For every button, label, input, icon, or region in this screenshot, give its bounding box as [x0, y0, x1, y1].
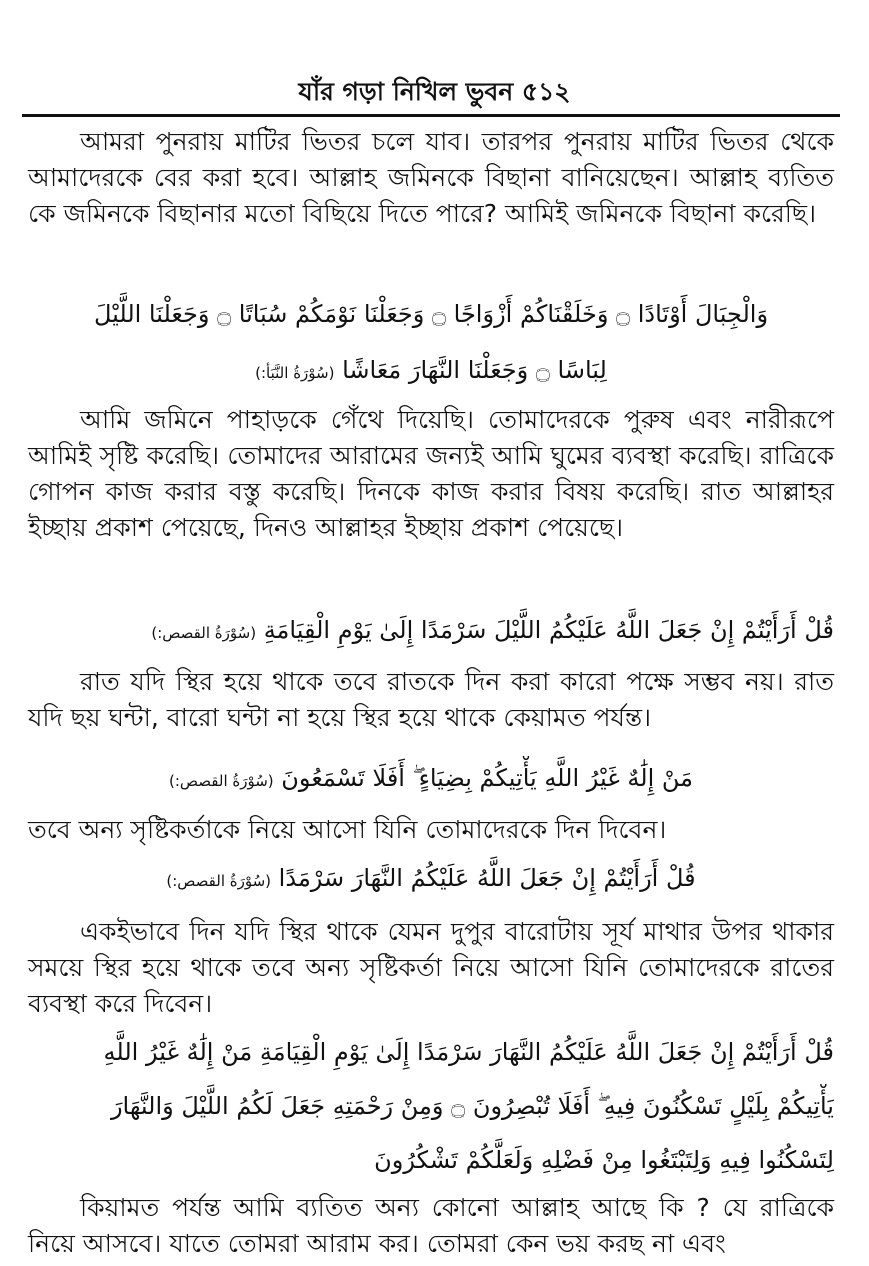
- paragraph-3: রাত যদি স্থির হয়ে থাকে তবে রাতকে দিন করা কারো পক্ষে সম্ভব নয়। রাত যদি ছয় ঘন্টা, বারো ঘন্টা না হয়ে স্থির হয়ে থাকে কেয়ামত পর্যন্ত।: [28, 667, 834, 732]
- arabic-verse-4-text: قُلْ أَرَأَيْتُمْ إِنْ جَعَلَ اللَّهُ عَلَيْكُمُ النَّهَارَ سَرْمَدًا: [278, 864, 696, 892]
- surah-reference: (سُوْرَةُ القصص:): [169, 772, 274, 790]
- surah-reference: (سُوْرَةُ النَّبَأ:): [255, 364, 335, 382]
- arabic-verse-1-line-1: وَالْجِبَالَ أَوْتَادًا ۝ وَخَلَقْنَاكُمْ أَزْوَاجًا ۝ وَجَعَلْنَا نَوْمَكُمْ سُبَاتًا ۝ وَجَعَلْنَا اللَّيْلَ: [93, 300, 769, 328]
- paragraph-6: কিয়ামত পর্যন্ত আমি ব্যতিত অন্য কোনো আল্লাহ আছে কি ? যে রাত্রিকে নিয়ে আসবে। যাতে তোমরা আরাম কর। তোমরা কেন ভয় করছ না এবং: [28, 1193, 834, 1258]
- surah-reference: (سُوْرَةُ القصص:): [151, 624, 257, 642]
- paragraph-5: একইভাবে দিন যদি স্থির থাকে যেমন দুপুর বারোটায় সূর্য মাথার উপর থাকার সময়ে স্থির হয়ে থাকে তবে অন্য সৃষ্টিকর্তা নিয়ে আসো যিনি তোমাদেরকে রাতের ব্যবস্থা করে দিবেন।: [28, 917, 834, 1018]
- arabic-verse-1-line-2: [28, 348, 834, 395]
- arabic-verse-1-text: لِبَاسًا ۝ وَجَعَلْنَا النَّهَارَ مَعَاشًا: [342, 356, 607, 384]
- arabic-verse-5-line-2: يَأْتِيكُمْ بِلَيْلٍ تَسْكُنُونَ فِيهِ ۖ أَفَلَا تُبْصِرُونَ ۝ وَمِنْ رَحْمَتِهِ جَعَلَ لَكُمُ اللَّيْلَ وَالنَّهَارَ: [110, 1092, 834, 1120]
- arabic-verse-2: [28, 608, 834, 655]
- arabic-verse-3: [28, 756, 834, 803]
- page-header: যাঁর গড়া নিখিল ভুবন ৫১২: [298, 77, 571, 106]
- paragraph-4: তবে অন্য সৃষ্টিকর্তাকে নিয়ে আসো যিনি তোমাদেরকে দিন দিবেন।: [28, 815, 667, 844]
- arabic-verse-4: [28, 856, 834, 903]
- arabic-verse-5-line-3: لِتَسْكُنُوا فِيهِ وَلِتَبْتَغُوا مِنْ فَضْلِهِ وَلَعَلَّكُمْ تَشْكُرُونَ: [374, 1146, 834, 1174]
- surah-reference: (سُوْرَةُ القصص:): [166, 872, 272, 890]
- arabic-verse-5-line-1: قُلْ أَرَأَيْتُمْ إِنْ جَعَلَ اللَّهُ عَلَيْكُمُ النَّهَارَ سَرْمَدًا إِلَىٰ يَوْمِ الْقِيَامَةِ مَنْ إِلَٰهٌ غَيْرُ اللَّهِ: [103, 1038, 834, 1066]
- arabic-verse-3-text: مَنْ إِلَٰهٌ غَيْرُ اللَّهِ يَأْتِيكُمْ بِضِيَاءٍ ۖ أَفَلَا تَسْمَعُونَ: [281, 764, 693, 792]
- paragraph-1: আমরা পুনরায় মাটির ভিতর চলে যাব। তারপর পুনরায় মাটির ভিতর থেকে আমাদেরকে বের করা হবে। আল্লাহ জমিনকে বিছানা বানিয়েছেন। আল্লাহ ব্যতিত কে জমিনকে বিছানার মতো বিছিয়ে দিতে পারে? আমিই জমিনকে বিছানা করেছি।: [28, 127, 834, 228]
- arabic-verse-2-text: قُلْ أَرَأَيْتُمْ إِنْ جَعَلَ اللَّهُ عَلَيْكُمُ اللَّيْلَ سَرْمَدًا إِلَىٰ يَوْمِ الْقِيَامَةِ: [263, 616, 834, 644]
- paragraph-2: আমি জমিনে পাহাড়কে গেঁথে দিয়েছি। তোমাদেরকে পুরুষ এবং নারীরূপে আমিই সৃষ্টি করেছি। তোমাদের আরামের জন্যই আমি ঘুমের ব্যবস্থা করেছি। রাত্রিকে গোপন কাজ করার বস্তু করেছি। দিনকে কাজ করার বিষয় করেছি। রাত আল্লাহর ইচ্ছায় প্রকাশ পেয়েছে, দিনও আল্লাহর ইচ্ছায় প্রকাশ পেয়েছে।: [28, 405, 834, 542]
- header-divider: [22, 114, 840, 117]
